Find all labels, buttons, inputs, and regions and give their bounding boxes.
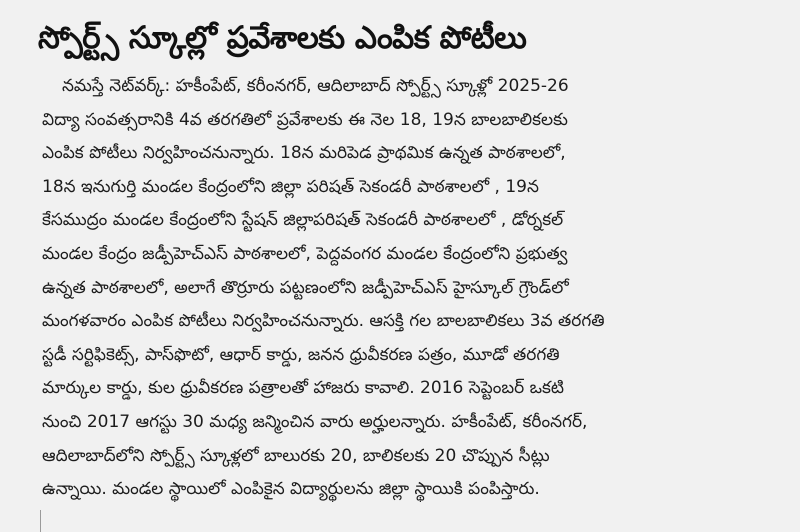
article-line: ఉన్నత పాఠశాలలో, అలాగే తొర్రూరు పట్టణంలోని జడ్పీహెచ్ఎస్ హైస్కూల్ గ్రౌండ్‌లో bbox=[42, 277, 569, 298]
article-line: విద్యా సంవత్సరానికి 4వ తరగతిలో ప్రవేశాలకు ఈ నెల 18, 19న బాలబాలికలకు bbox=[42, 109, 568, 130]
article-line: కేసముద్రం మండల కేంద్రంలోని స్టేషన్ జిల్లాపరిషత్ సెకండరీ పాఠశాలలో , డోర్నకల్ bbox=[42, 210, 564, 231]
article-line: ఉన్నాయి. మండల స్థాయిలో ఎంపికైన విద్యార్థులను జిల్లా స్థాయికి పంపిస్తారు. bbox=[42, 479, 540, 500]
column-rule bbox=[40, 510, 761, 532]
article-line: 18న ఇనుగుర్తి మండల కేంద్రంలోని జిల్లా పరిషత్ సెకండరీ పాఠశాలలో , 19న bbox=[42, 176, 539, 197]
article-body bbox=[42, 70, 758, 507]
article-headline: స్పోర్ట్స్ స్కూల్లో ప్రవేశాలకు ఎంపిక పోటీలు bbox=[38, 20, 527, 56]
article-line: స్టడీ సర్టిఫికెట్స్, పాస్‌ఫొటో, ఆధార్ కార్డు, జనన ధ్రువీకరణ పత్రం, మూడో తరగతి bbox=[42, 344, 560, 365]
article-line: నుంచి 2017 ఆగస్టు 30 మధ్య జన్మించిన వారు అర్హులన్నారు. హకీంపేట్, కరీంనగర్, bbox=[42, 411, 588, 432]
article-line: నమస్తే నెట్‌వర్క్: హకీంపేట్, కరీంనగర్, ఆదిలాబాద్ స్పోర్ట్స్ స్కూళ్లో 2025-26 bbox=[62, 76, 569, 96]
article-line: ఆదిలాబాద్‌లోని స్పోర్ట్స్ స్కూళ్లలో బాలురకు 20, బాలికలకు 20 చొప్పున సీట్లు bbox=[42, 445, 550, 466]
article-line: మార్కుల కార్డు, కుల ధ్రువీకరణ పత్రాలతో హాజరు కావాలి. 2016 సెప్టెంబర్ ఒకటి bbox=[42, 378, 564, 399]
article-line: మండల కేంద్రం జడ్పీహెచ్ఎస్ పాఠశాలలో, పెద్దవంగర మండల కేంద్రంలోని ప్రభుత్వ bbox=[42, 243, 568, 264]
article-line: మంగళవారం ఎంపిక పోటీలు నిర్వహించనున్నారు. ఆసక్తి గల బాలబాలికలు 3వ తరగతి bbox=[42, 311, 605, 332]
article-line: ఎంపిక పోటీలు నిర్వహించనున్నారు. 18న మరిపెడ ప్రాథమిక ఉన్నత పాఠశాలలో, bbox=[42, 143, 566, 164]
